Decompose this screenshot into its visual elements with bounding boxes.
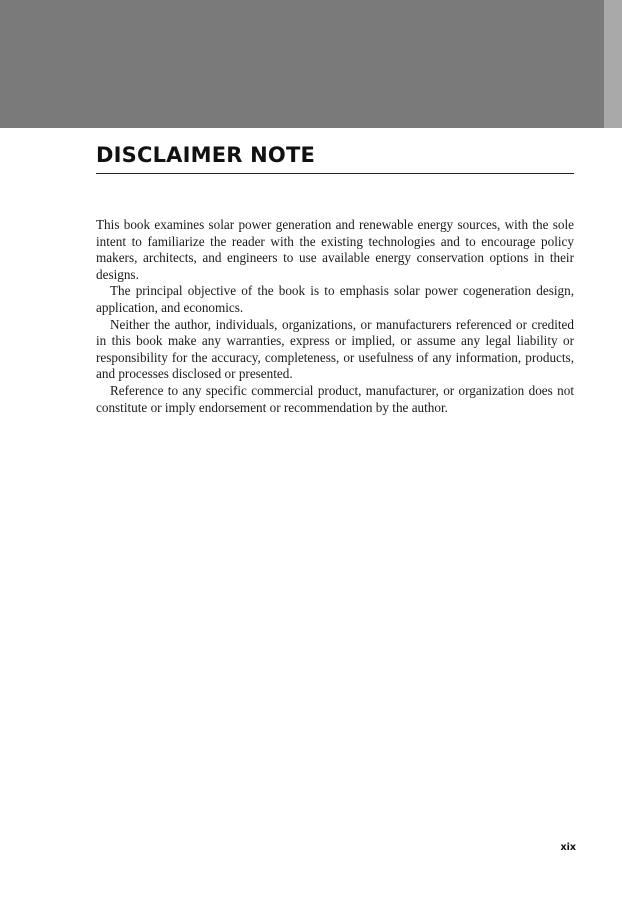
page-title: DISCLAIMER NOTE [96, 143, 316, 167]
page-number: xix [560, 842, 576, 853]
paragraph: This book examines solar power generation and renewable energy sources, with the sole intent to familiarize the reader with the existing technologies and to encourage policy makers, architects, and engineers to use available energy conservation options in their designs. [96, 217, 574, 282]
paragraph: Neither the author, individuals, organizations, or manufacturers referenced or credited in this book make any warranties, express or implied, or assume any legal liability or responsibility for the accuracy, completeness, or usefulness of any information, products, and processes disclosed or presented. [96, 316, 574, 382]
header-band [0, 0, 604, 128]
paragraph: Reference to any specific commercial product, manufacturer, or organization does not constitute or imply endorsement or recommendation by the author. [96, 382, 574, 415]
title-rule [96, 173, 574, 174]
body-text [96, 217, 574, 416]
paragraph: The principal objective of the book is to emphasis solar power cogeneration design, application, and economics. [96, 283, 574, 315]
thumb-tab [604, 0, 622, 128]
